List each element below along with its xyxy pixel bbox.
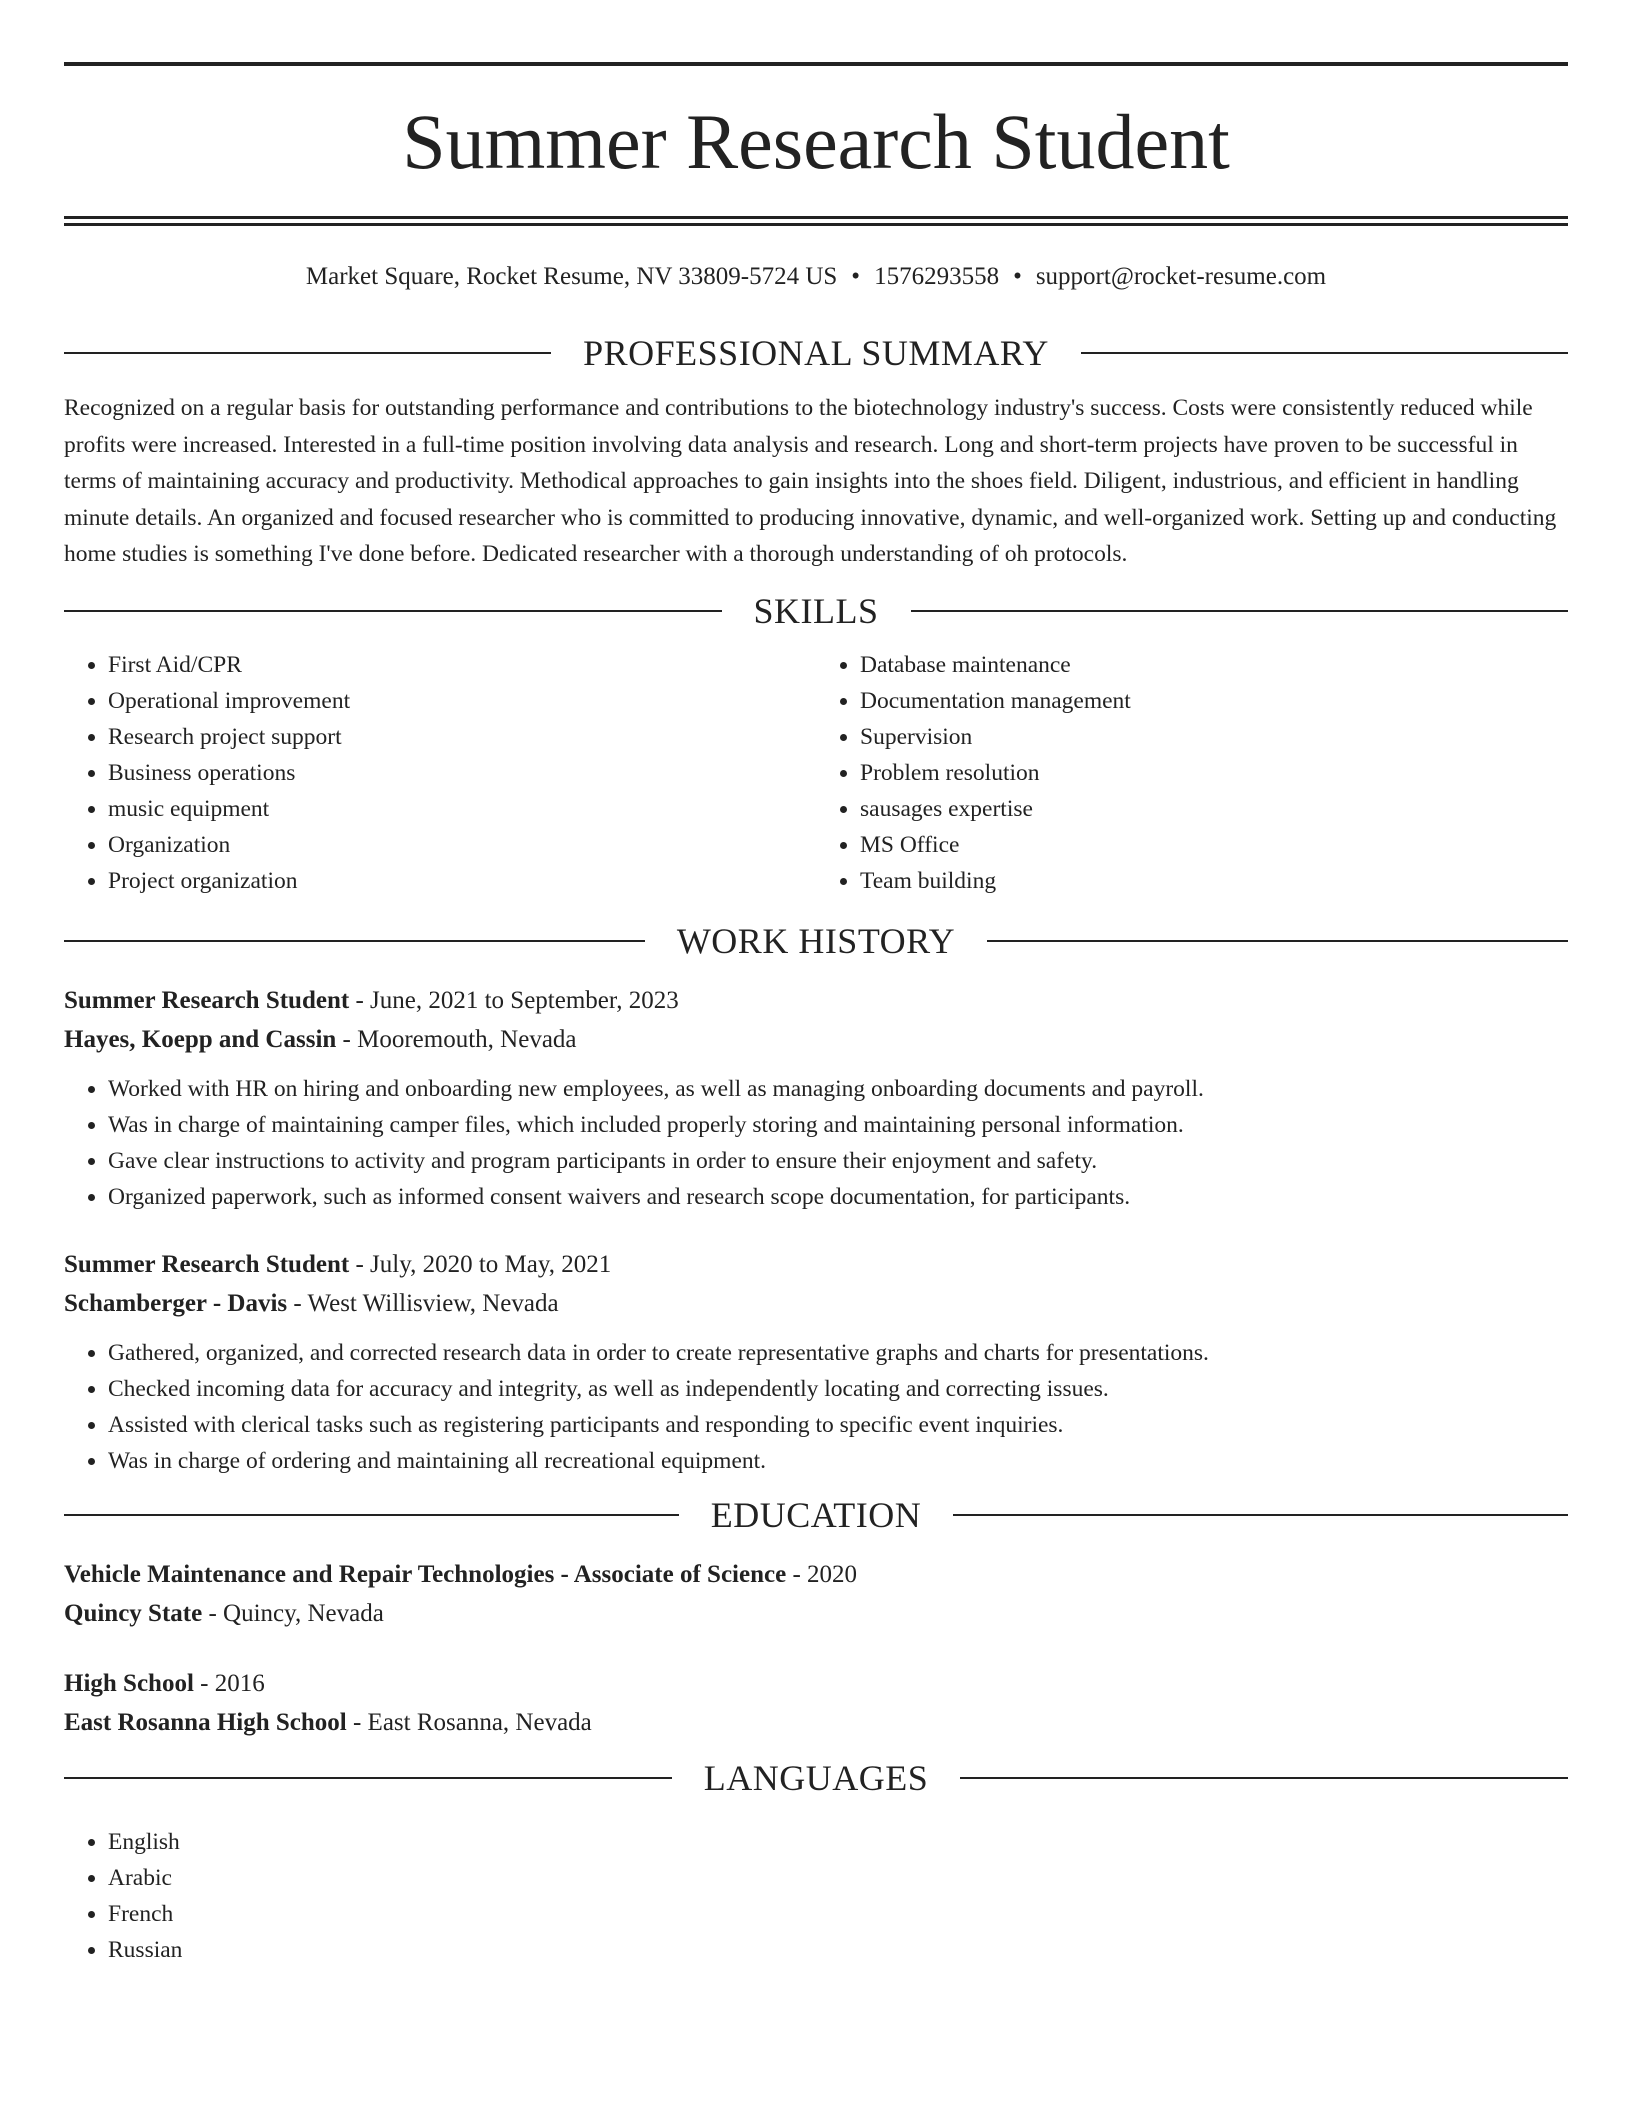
divider-line [64,940,645,942]
education-degree-line [64,1555,1568,1594]
skill-item: • music equipment [108,791,816,827]
education-year: - 2020 [786,1560,858,1588]
job-bullet: • Gathered, organized, and corrected research data in order to create representative graphs and charts for presentations. [108,1335,1568,1371]
contact-separator: • [1013,263,1022,290]
education-location: - East Rosanna, Nevada [346,1708,592,1736]
job-dates: - June, 2021 to September, 2023 [349,986,679,1014]
job-bullet: • Was in charge of maintaining camper files, which included properly storing and maintaining personal information. [108,1107,1568,1143]
skill-item: • Team building [860,863,1568,899]
job-dates: - July, 2020 to May, 2021 [349,1250,612,1278]
education-degree: Vehicle Maintenance and Repair Technologies - Associate of Science [64,1560,787,1588]
job-title: Summer Research Student [64,986,350,1014]
divider-line [64,1777,672,1779]
education-location: - Quincy, Nevada [202,1599,384,1627]
education-degree: High School [64,1669,194,1697]
section-header-skills [64,589,1568,633]
education-entry [64,1555,1568,1633]
skill-item: • Project organization [108,863,816,899]
contact-line [64,260,1568,294]
summary-text: Recognized on a regular basis for outstanding performance and contributions to the biotechnology industry's success. Costs were consistently reduced while profits were increased. Interested in a full-time position involving data analysis and research. Long and short-term projects have proven to be successful in terms of maintaining accuracy and productivity. Methodical approaches to gain insights into the shoes field. Diligent, industrious, and efficient in handling minute details. An organized and focused researcher who is committed to producing innovative, dynamic, and well-organized work. Setting up and conducting home studies is something I've done before. Dedicated researcher with a thorough understanding of oh protocols. [64,395,1557,567]
job-title-line [64,981,1568,1020]
languages-list [64,1824,1568,1968]
job-bullet: • Checked incoming data for accuracy and integrity, as well as independently locating and correcting issues. [108,1371,1568,1407]
divider-line [960,1777,1568,1779]
section-title-work-history: WORK HISTORY [676,920,956,961]
language-item: • English [108,1824,1568,1860]
job-entry [64,1245,1568,1479]
skill-item: • Database maintenance [860,647,1568,683]
skill-item: • Documentation management [860,683,1568,719]
contact-address: Market Square, Rocket Resume, NV 33809-5724 US [305,263,838,290]
education-school-line [64,1594,1568,1633]
education-school-line [64,1703,1568,1742]
language-item: • Arabic [108,1860,1568,1896]
job-bullet: • Gave clear instructions to activity and program participants in order to ensure their enjoyment and safety. [108,1143,1568,1179]
education-degree-line [64,1664,1568,1703]
education-year: - 2016 [193,1669,265,1697]
section-title-education: EDUCATION [710,1494,922,1535]
skill-item: • MS Office [860,827,1568,863]
skill-item: • Business operations [108,755,816,791]
section-title-skills: SKILLS [753,590,879,631]
skill-item: • Organization [108,827,816,863]
divider-line [1081,352,1568,354]
divider-line [911,610,1569,612]
skill-item: • Problem resolution [860,755,1568,791]
divider-line [64,1514,679,1516]
skill-item: • Supervision [860,719,1568,755]
job-bullet: • Assisted with clerical tasks such as registering participants and responding to specific event inquiries. [108,1407,1568,1443]
education-school: East Rosanna High School [64,1708,347,1736]
job-title: Summer Research Student [64,1250,350,1278]
section-header-summary [64,331,1568,375]
job-title-line [64,1245,1568,1284]
job-company: Hayes, Koepp and Cassin [64,1025,337,1053]
skill-item: • Research project support [108,719,816,755]
language-item: • Russian [108,1932,1568,1968]
divider-line [64,352,551,354]
job-entry [64,981,1568,1215]
name-double-rule [64,216,1568,226]
language-item: • French [108,1896,1568,1932]
divider-line [987,940,1568,942]
job-location: - West Willisview, Nevada [287,1289,559,1317]
section-title-languages: LANGUAGES [703,1757,929,1798]
education-school: Quincy State [64,1599,203,1627]
job-bullet: • Worked with HR on hiring and onboarding new employees, as well as managing onboarding documents and payroll. [108,1071,1568,1107]
job-bullet: • Organized paperwork, such as informed consent waivers and research scope documentation, for participants. [108,1179,1568,1215]
job-bullets [64,1071,1568,1215]
skills-list [64,647,1568,899]
job-bullet: • Was in charge of ordering and maintaining all recreational equipment. [108,1443,1568,1479]
skill-item: • sausages expertise [860,791,1568,827]
section-header-work-history [64,919,1568,963]
section-title-summary: PROFESSIONAL SUMMARY [583,333,1049,373]
job-company-line [64,1284,1568,1323]
job-bullets [64,1335,1568,1479]
job-company-line [64,1020,1568,1059]
job-location: - Mooremouth, Nevada [336,1025,577,1053]
resume-name: Summer Research Student [402,98,1230,185]
contact-phone: 1576293558 [874,263,1000,290]
contact-email: support@rocket-resume.com [1035,263,1327,290]
skills-column-right [816,647,1568,899]
skill-item: • First Aid/CPR [108,647,816,683]
job-company: Schamberger - Davis [64,1289,288,1317]
section-header-languages [64,1756,1568,1800]
section-header-education [64,1493,1568,1537]
divider-line [64,610,722,612]
education-entry [64,1664,1568,1742]
divider-line [953,1514,1568,1516]
contact-separator: • [851,263,861,290]
skills-column-left [64,647,816,899]
top-rule [64,62,1568,66]
resume-page [64,62,1568,1968]
skill-item: • Operational improvement [108,683,816,719]
